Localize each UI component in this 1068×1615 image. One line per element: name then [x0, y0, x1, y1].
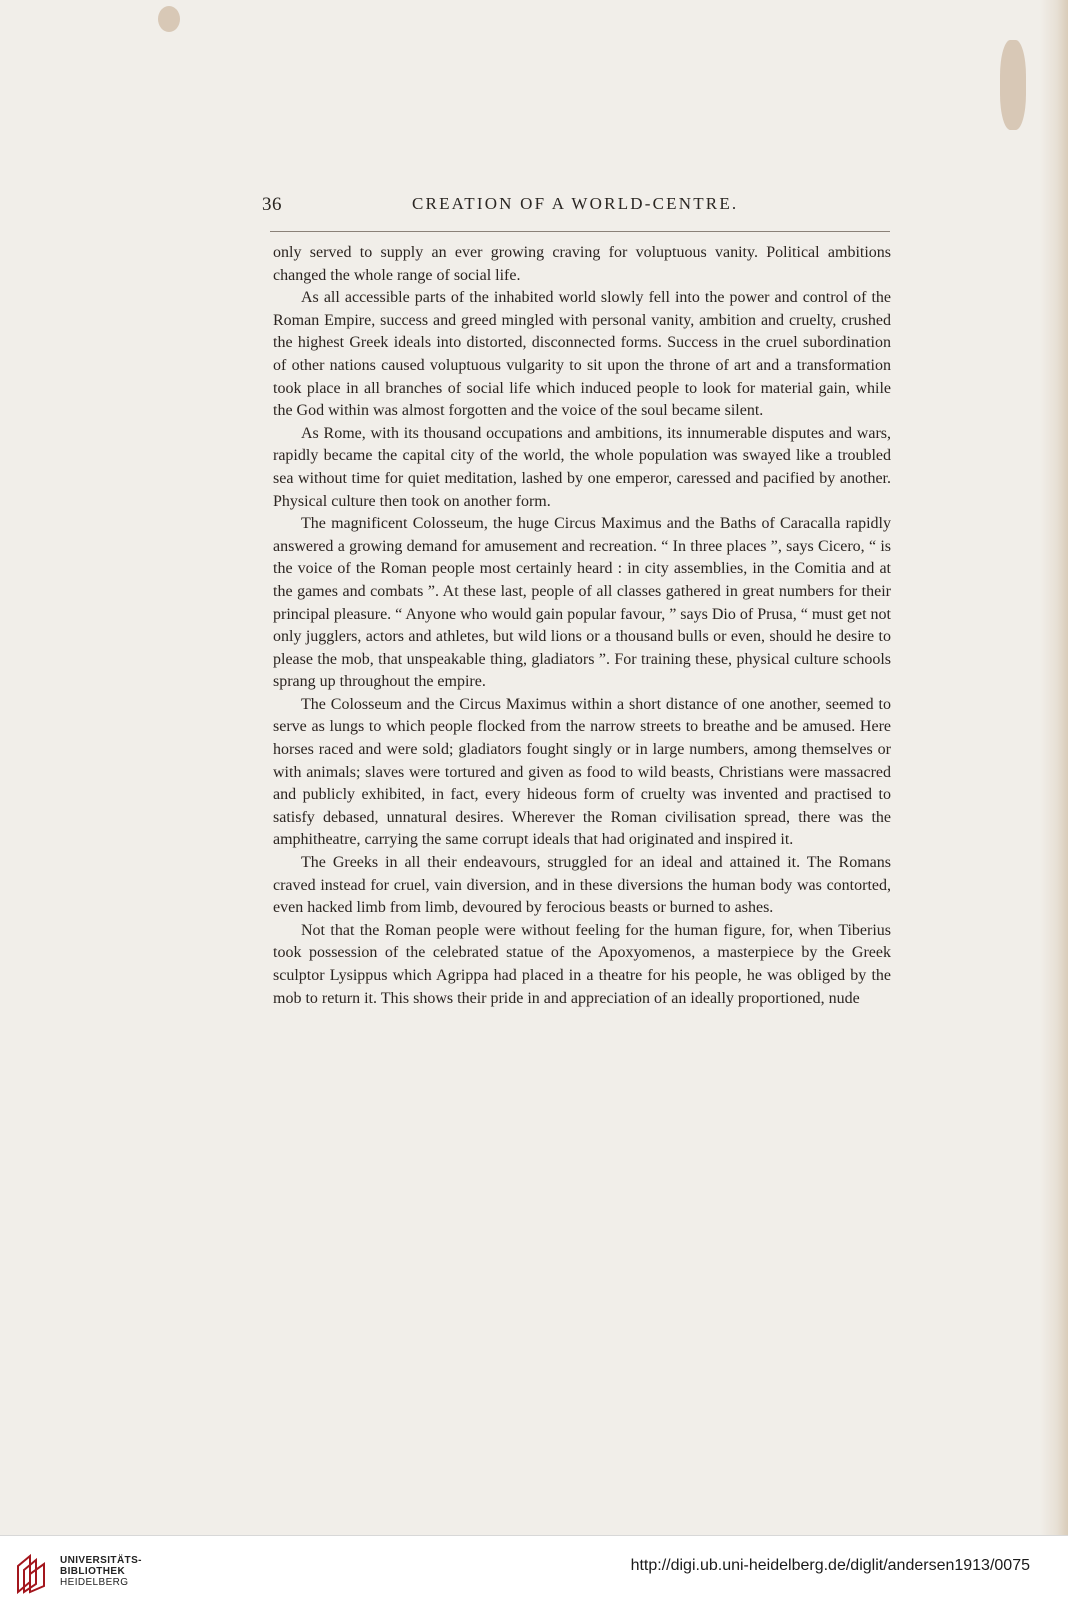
paragraph: As all accessible parts of the inhabited world slowly fell into the power and control of the Roman Empire, success and greed mingled with personal vanity, ambition and cruelty, crushed the highest Greek ideals into distorted, disconnected forms. Success in the cruel subordination of other nations caused voluptuous vulgarity to sit upon the throne of art and a transformation took place in all branches of social life which induced people to look for material gain, while the God within was almost forgotten and the voice of the soul became silent.	[273, 289, 891, 420]
header-rule	[270, 231, 890, 232]
library-footer	[0, 1535, 1068, 1615]
paragraph: The Greeks in all their endeavours, struggled for an ideal and attained it. The Romans craved instead for cruel, vain diversion, and in these diversions the human body was contorted, even hacked limb from limb, devoured by ferocious beasts or burned to ashes.	[273, 854, 891, 917]
foxing-stain	[158, 6, 180, 32]
paragraph: The magnificent Colosseum, the huge Circus Maximus and the Baths of Caracalla rapidly answered a growing demand for amusement and recreation. “ In three places ”, says Cicero, “ is the voice of the Roman people most certainly heard : in city assemblies, in the Comitia and at the games and combats ”. At these last, people of all classes gathered in great numbers for their principal pleasure. “ Anyone who would gain popular favour, ” says Dio of Prusa, “ must get not only jugglers, actors and athletes, but wild lions or a thousand bulls or even, should he desire to please the mob, that unspeakable thing, gladiators ”. For training these, physical culture schools sprang up throughout the empire.	[273, 515, 891, 691]
library-name-line: UNIVERSITÄTS-	[60, 1555, 142, 1566]
paragraph: Not that the Roman people were without feeling for the human figure, for, when Tiberius took possession of the celebrated statue of the Apoxyomenos, a masterpiece by the Greek sculptor Lysippus which Agrippa had placed in a theatre for his people, he was obliged by the mob to return it. This shows their pride in and appreciation of an ideally proportioned, nude	[273, 921, 891, 1007]
library-name-line: HEIDELBERG	[60, 1577, 129, 1588]
running-head: CREATION OF A WORLD-CENTRE.	[412, 194, 739, 213]
page-number: 36	[262, 194, 282, 215]
body-text	[273, 242, 891, 1010]
ub-heidelberg-logo-icon	[14, 1552, 50, 1596]
paragraph: The Colosseum and the Circus Maximus within a short distance of one another, seemed to serve as lungs to which people flocked from the narrow streets to breathe and be amused. Here horses raced and were sold; gladiators fought singly or in large numbers, among themselves or with animals; slaves were tortured and given as food to wild beasts, Christians were massacred and publicly exhibited, in fact, every hideous form of cruelty was invented and practised to satisfy debased, unnatural desires. Wherever the Roman civilisation spread, there was the amphitheatre, carrying the same corrupt ideals that had originated and inspired it.	[273, 695, 891, 849]
library-name	[60, 1555, 142, 1588]
library-name-line: BIBLIOTHEK	[60, 1566, 126, 1577]
page-edge	[1040, 0, 1068, 1535]
paragraph: As Rome, with its thousand occupations and ambitions, its innumerable disputes and wars, rapidly became the capital city of the world, the whole population was swayed like a troubled sea without time for quiet meditation, lashed by one emperor, caressed and pacified by another. Physical culture then took on another form.	[273, 424, 891, 510]
page-header	[262, 194, 890, 222]
permalink-link[interactable]: http://digi.ub.uni-heidelberg.de/diglit/andersen1913/0075	[630, 1557, 1030, 1574]
paragraph: only served to supply an ever growing craving for voluptuous vanity. Political ambitions changed the whole range of social life.	[273, 244, 891, 284]
foxing-stain	[1000, 40, 1026, 130]
